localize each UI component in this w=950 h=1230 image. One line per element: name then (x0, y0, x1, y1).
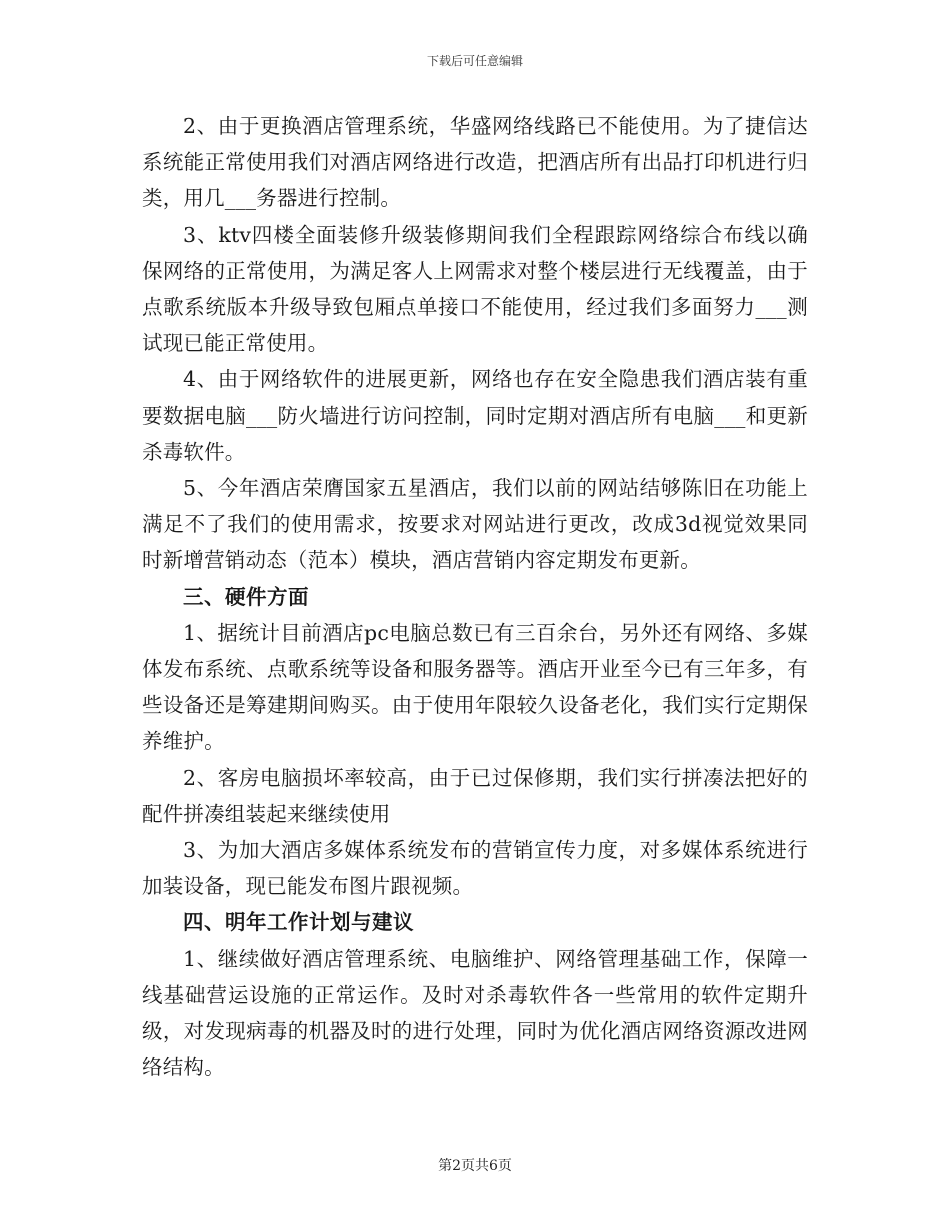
paragraph-hardware-2: 2、客房电脑损坏率较高，由于已过保修期，我们实行拼凑法把好的配件拼凑组装起来继续使用 (142, 765, 808, 826)
section-heading-hardware: 三、硬件方面 (183, 584, 309, 609)
section-heading-next-year-plan: 四、明年工作计划与建议 (183, 910, 414, 935)
document-body (142, 108, 808, 1085)
paragraph-hardware-3: 3、为加大酒店多媒体系统发布的营销宣传力度，对多媒体系统进行加装设备，现已能发布图片跟视频。 (142, 838, 808, 899)
paragraph-plan-1: 1、继续做好酒店管理系统、电脑维护、网络管理基础工作，保障一线基础营运设施的正常运作。及时对杀毒软件各一些常用的软件定期升级，对发现病毒的机器及时的进行处理，同时为优化酒店网络资源改进网络结构。 (142, 946, 808, 1080)
paragraph-item-2-system-change: 2、由于更换酒店管理系统，华盛网络线路已不能使用。为了捷信达系统能正常使用我们对酒店网络进行改造，把酒店所有出品打印机进行归类，用几___务器进行控制。 (142, 114, 808, 211)
page-header: 下载后可任意编辑 (426, 54, 523, 68)
paragraph-item-3-ktv-upgrade: 3、ktv四楼全面装修升级装修期间我们全程跟踪网络综合布线以确保网络的正常使用，为满足客人上网需求对整个楼层进行无线覆盖，由于点歌系统版本升级导致包厢点单接口不能使用，经过我们多面努力___测试现已能正常使用。 (142, 222, 808, 356)
paragraph-hardware-1: 1、据统计目前酒店pc电脑总数已有三百余台，另外还有网络、多媒体发布系统、点歌系统等设备和服务器等。酒店开业至今已有三年多，有些设备还是筹建期间购买。由于使用年限较久设备老化，我们实行定期保养维护。 (142, 620, 808, 754)
paragraph-item-4-security: 4、由于网络软件的进展更新，网络也存在安全隐患我们酒店装有重要数据电脑___防火墙进行访问控制，同时定期对酒店所有电脑___和更新杀毒软件。 (142, 367, 808, 464)
paragraph-item-5-website: 5、今年酒店荣膺国家五星酒店，我们以前的网站结够陈旧在功能上满足不了我们的使用需求，按要求对网站进行更改，改成3d视觉效果同时新增营销动态（范本）模块，酒店营销内容定期发布更新。 (142, 476, 808, 573)
page-number: 第2页共6页 (438, 1158, 512, 1174)
